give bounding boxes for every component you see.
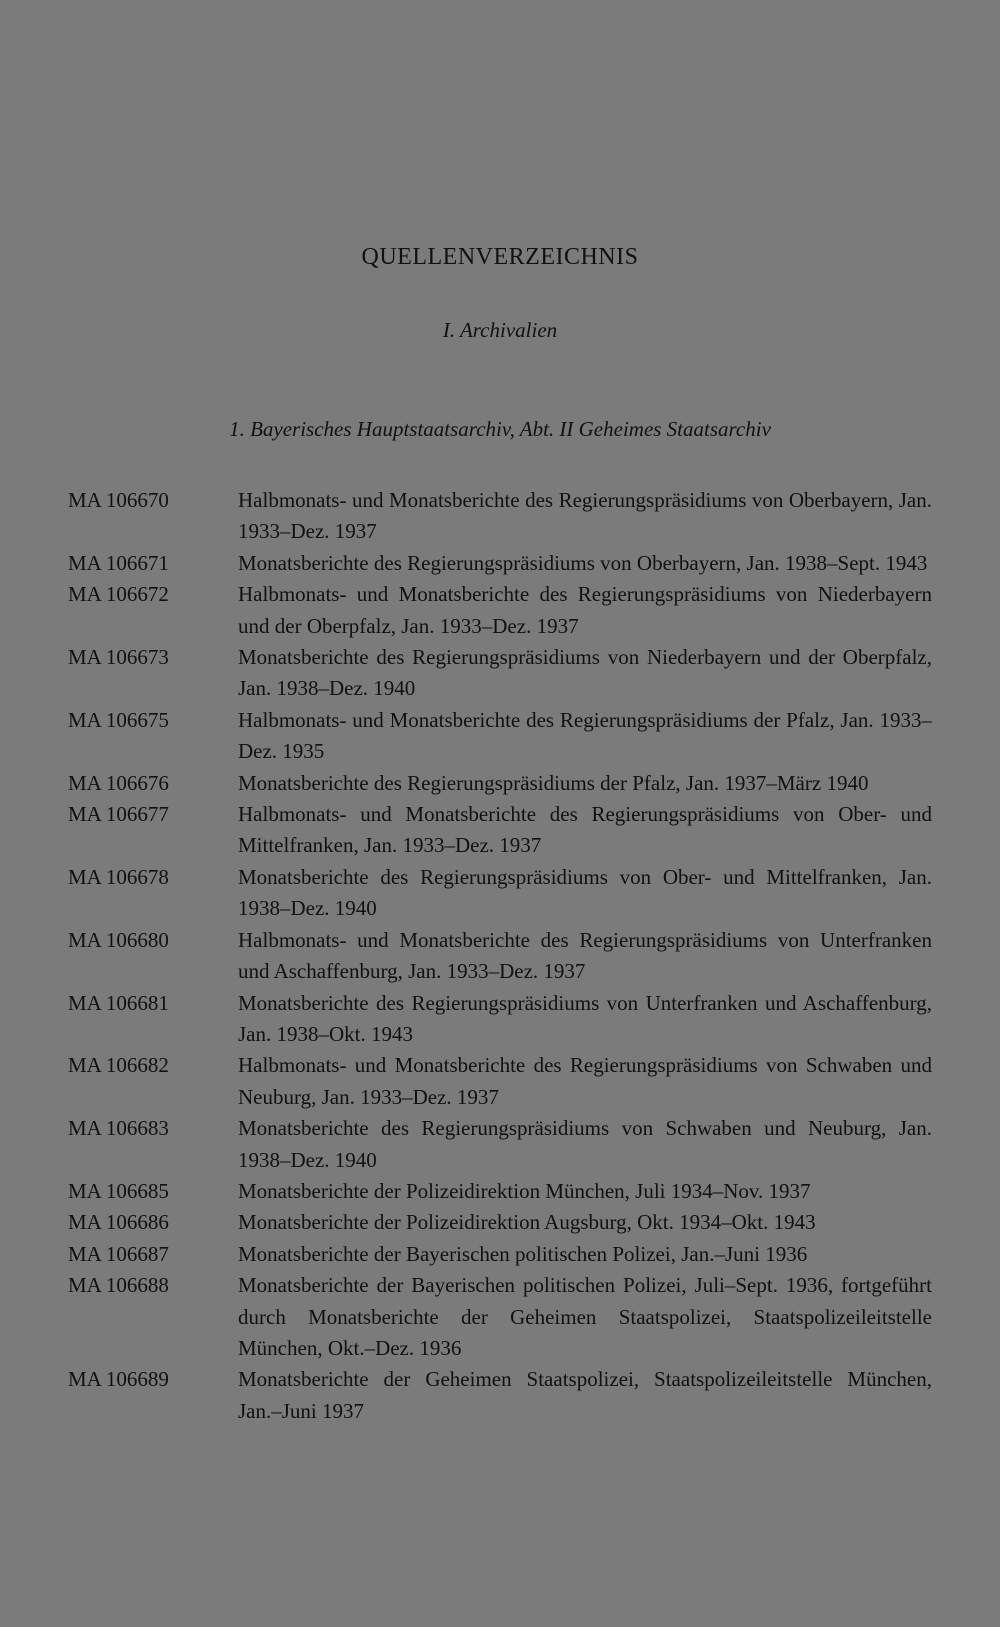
entry-signature: MA 106681 xyxy=(68,990,169,1015)
entry-signature: MA 106673 xyxy=(68,645,169,670)
entry-signature: MA 106678 xyxy=(68,864,169,889)
entry-signature: MA 106689 xyxy=(68,1367,169,1392)
entry-signature: MA 106687 xyxy=(68,1241,169,1266)
entry-description: Halbmonats- und Monatsberichte des Regierungspräsidiums von Niederbayern und der Oberpfalz, Jan. 1933–Dez. 1937 xyxy=(238,582,932,638)
entry-description: Halbmonats- und Monatsberichte des Regierungspräsidiums von Ober- und Mittelfranken, Jan. 1933–Dez. 1937 xyxy=(238,802,932,858)
entry-description: Monatsberichte des Regierungspräsidiums von Niederbayern und der Oberpfalz, Jan. 1938–Dez. 1940 xyxy=(238,645,932,701)
entry-description: Monatsberichte der Geheimen Staatspolizei, Staatspolizeileitstelle München, Jan.–Juni 1937 xyxy=(238,1367,932,1423)
archive-entry xyxy=(60,1364,932,1427)
entry-signature: MA 106675 xyxy=(68,707,169,732)
entry-description: Monatsberichte des Regierungspräsidiums von Oberbayern, Jan. 1938–Sept. 1943 xyxy=(238,550,928,575)
archive-entry xyxy=(60,768,932,799)
subsection-heading: 1. Bayerisches Hauptstaatsarchiv, Abt. II Geheimes Staatsarchiv xyxy=(229,417,771,441)
entry-signature: MA 106686 xyxy=(68,1210,169,1235)
archive-entry xyxy=(60,485,932,548)
archive-entry xyxy=(60,1113,932,1176)
entry-description: Monatsberichte der Bayerischen politischen Polizei, Juli–Sept. 1936, fortgeführt durch Monatsberichte der Geheimen Staatspolizei, Staatspolizeileitstelle München, Okt.–Dez. 1936 xyxy=(238,1273,932,1360)
entry-signature: MA 106671 xyxy=(68,550,169,575)
archive-entry xyxy=(60,642,932,705)
archive-entry xyxy=(60,1207,932,1238)
entry-description: Halbmonats- und Monatsberichte des Regierungspräsidiums von Schwaben und Neuburg, Jan. 1933–Dez. 1937 xyxy=(238,1053,932,1109)
entry-description: Monatsberichte des Regierungspräsidiums von Unterfranken und Aschaffenburg, Jan. 1938–Okt. 1943 xyxy=(238,990,932,1046)
entry-signature: MA 106685 xyxy=(68,1178,169,1203)
archive-entry xyxy=(60,548,932,579)
archive-entry xyxy=(60,925,932,988)
entry-description: Halbmonats- und Monatsberichte des Regierungspräsidiums der Pfalz, Jan. 1933–Dez. 1935 xyxy=(238,707,932,764)
entry-description: Monatsberichte der Polizeidirektion Augsburg, Okt. 1934–Okt. 1943 xyxy=(238,1210,816,1235)
archive-entry xyxy=(60,862,932,925)
entry-signature: MA 106682 xyxy=(68,1053,169,1078)
archive-entry-list xyxy=(60,485,932,1427)
entry-signature: MA 106672 xyxy=(68,582,169,607)
archive-entry xyxy=(60,988,932,1051)
archive-entry xyxy=(60,1270,932,1364)
page-title: QUELLENVERZEICHNIS xyxy=(361,244,639,270)
archive-entry xyxy=(60,1239,932,1270)
section-heading: I. Archivalien xyxy=(442,318,558,342)
archive-entry xyxy=(60,579,932,642)
archive-entry xyxy=(60,1050,932,1113)
entry-description: Halbmonats- und Monatsberichte des Regierungspräsidiums von Oberbayern, Jan. 1933–Dez. 1937 xyxy=(238,488,932,544)
entry-description: Monatsberichte der Bayerischen politischen Polizei, Jan.–Juni 1936 xyxy=(238,1241,808,1266)
entry-description: Monatsberichte des Regierungspräsidiums von Schwaben und Neuburg, Jan. 1938–Dez. 1940 xyxy=(238,1116,932,1172)
entry-description: Monatsberichte des Regierungspräsidiums der Pfalz, Jan. 1937–März 1940 xyxy=(238,770,869,795)
entry-description: Monatsberichte der Polizeidirektion München, Juli 1934–Nov. 1937 xyxy=(238,1178,811,1203)
archive-entry xyxy=(60,799,932,862)
entry-signature: MA 106670 xyxy=(68,488,169,512)
entry-signature: MA 106683 xyxy=(68,1116,169,1141)
entry-signature: MA 106676 xyxy=(68,770,169,795)
entry-signature: MA 106677 xyxy=(68,802,169,827)
archive-entry xyxy=(60,705,932,768)
entry-signature: MA 106680 xyxy=(68,927,169,952)
entry-signature: MA 106688 xyxy=(68,1273,169,1298)
entry-description: Halbmonats- und Monatsberichte des Regierungspräsidiums von Unterfranken und Aschaffenburg, Jan. 1933–Dez. 1937 xyxy=(238,927,932,984)
entry-description: Monatsberichte des Regierungspräsidiums von Ober- und Mittelfranken, Jan. 1938–Dez. 1940 xyxy=(238,864,932,921)
archive-entry xyxy=(60,1176,932,1207)
